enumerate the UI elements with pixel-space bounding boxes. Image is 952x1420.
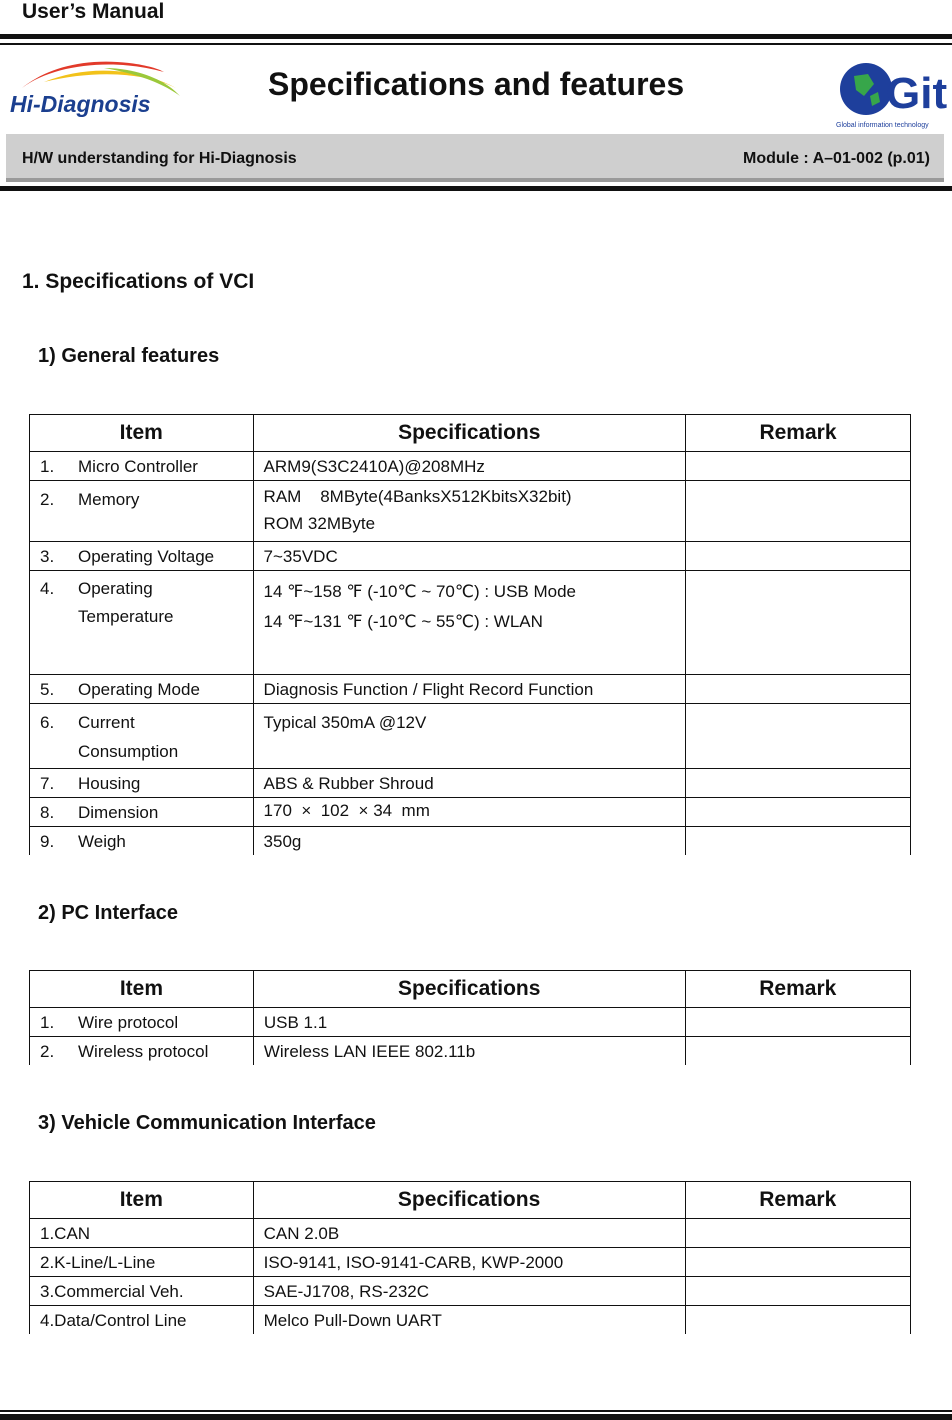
spec-value: ABS & Rubber Shroud	[263, 774, 434, 793]
general-features-heading: 1) General features	[38, 345, 220, 367]
spec-value: RAM 8MByte(4BanksX512KbitsX32bit)	[263, 487, 572, 506]
vehicle-interface-table	[29, 1181, 911, 1334]
column-header-item: Item	[30, 415, 254, 452]
item-label: Housing	[78, 774, 141, 793]
item-label: Memory	[78, 490, 140, 509]
item-label: 4.Data/Control Line	[30, 1306, 254, 1335]
item-label-cont: Consumption	[78, 742, 179, 761]
remark-cell	[685, 1248, 910, 1277]
row-number: 5.	[40, 680, 55, 699]
row-number: 1.	[40, 1013, 55, 1032]
row-number: 2.	[40, 1042, 55, 1061]
spec-value: ROM 32MByte	[263, 514, 376, 533]
item-label: Micro Controller	[78, 457, 198, 476]
row-number: 4.	[40, 579, 55, 598]
row-number: 2.	[40, 490, 55, 509]
remark-cell	[685, 1008, 910, 1037]
pc-interface-table	[29, 970, 911, 1065]
spec-value: SAE-J1708, RS-232C	[253, 1277, 685, 1306]
remark-cell	[685, 452, 910, 481]
pc-interface-heading: 2) PC Interface	[38, 902, 179, 924]
table-row	[30, 1277, 911, 1306]
header-bottom-rule	[0, 186, 952, 191]
column-header-remark: Remark	[685, 971, 910, 1008]
column-header-item: Item	[30, 1182, 254, 1219]
svg-text:Git: Git	[886, 69, 948, 118]
table-row	[30, 1219, 911, 1248]
spec-value: Wireless LAN IEEE 802.11b	[263, 1042, 476, 1061]
remark-cell	[685, 481, 910, 542]
remark-cell	[685, 827, 910, 856]
remark-cell	[685, 675, 910, 704]
remark-cell	[685, 1037, 910, 1066]
spec-value: 7~35VDC	[263, 547, 338, 566]
vehicle-interface-heading: 3) Vehicle Communication Interface	[38, 1112, 376, 1134]
remark-cell	[685, 1277, 910, 1306]
row-number: 8.	[40, 803, 55, 822]
svg-text:Hi-Diagnosis: Hi-Diagnosis	[10, 91, 151, 117]
spec-value: USB 1.1	[263, 1013, 328, 1032]
table-header-row	[30, 971, 911, 1008]
table-row	[30, 452, 911, 481]
table-header-row	[30, 1182, 911, 1219]
table-row	[30, 1008, 911, 1037]
spec-value: Melco Pull-Down UART	[253, 1306, 685, 1335]
spec-value: 14 ℉~158 ℉ (-10℃ ~ 70℃) : USB Mode	[263, 582, 577, 601]
table-row	[30, 798, 911, 827]
section-title: 1. Specifications of VCI	[22, 270, 255, 293]
row-number: 6.	[40, 713, 55, 732]
git-logo	[834, 56, 948, 130]
row-number: 3.	[40, 547, 55, 566]
remark-cell	[685, 542, 910, 571]
item-label: 3.Commercial Veh.	[30, 1277, 254, 1306]
top-rule-thin	[0, 43, 952, 45]
spec-value: ARM9(S3C2410A)@208MHz	[263, 457, 485, 476]
item-label: Wireless protocol	[78, 1042, 209, 1061]
remark-cell	[685, 704, 910, 769]
spec-value: 14 ℉~131 ℉ (-10℃ ~ 55℃) : WLAN	[263, 612, 543, 631]
item-label: Wire protocol	[78, 1013, 179, 1032]
column-header-item: Item	[30, 971, 254, 1008]
table-header-row	[30, 415, 911, 452]
column-header-specifications: Specifications	[253, 971, 685, 1008]
item-label: Operating Voltage	[78, 547, 215, 566]
item-label: Operating Mode	[78, 680, 200, 699]
table-row	[30, 827, 911, 856]
column-header-specifications: Specifications	[253, 415, 685, 452]
item-label-cont: Temperature	[78, 607, 174, 626]
item-label: Operating	[78, 579, 153, 598]
footer-rule	[0, 1414, 952, 1420]
subtitle-left: H/W understanding for Hi-Diagnosis	[22, 150, 297, 167]
table-row	[30, 1306, 911, 1335]
table-row	[30, 571, 911, 675]
row-number: 1.	[40, 457, 55, 476]
spec-value: 170 × 102 × 34 mm	[263, 801, 430, 820]
hi-diagnosis-logo	[4, 58, 184, 124]
column-header-specifications: Specifications	[253, 1182, 685, 1219]
row-number: 7.	[40, 774, 55, 793]
table-row	[30, 481, 911, 542]
remark-cell	[685, 571, 910, 675]
spec-value: Typical 350mA @12V	[263, 713, 427, 732]
row-number: 9.	[40, 832, 55, 851]
item-label: 1.CAN	[30, 1219, 254, 1248]
svg-text:Global information technology: Global information technology	[836, 122, 929, 129]
item-label: 2.K-Line/L-Line	[30, 1248, 254, 1277]
remark-cell	[685, 798, 910, 827]
column-header-remark: Remark	[685, 415, 910, 452]
spec-value: 350g	[263, 832, 302, 851]
document-title: Specifications and features	[268, 66, 685, 102]
spec-value: ISO-9141, ISO-9141-CARB, KWP-2000	[253, 1248, 685, 1277]
spec-value: Diagnosis Function / Flight Record Function	[263, 680, 594, 699]
remark-cell	[685, 1219, 910, 1248]
table-row	[30, 1248, 911, 1277]
manual-title: User’s Manual	[22, 0, 165, 23]
remark-cell	[685, 1306, 910, 1335]
item-label: Dimension	[78, 803, 159, 822]
remark-cell	[685, 769, 910, 798]
table-row	[30, 704, 911, 769]
item-label: Current	[78, 713, 135, 732]
item-label: Weigh	[78, 832, 126, 851]
column-header-remark: Remark	[685, 1182, 910, 1219]
table-row	[30, 1037, 911, 1066]
module-number: Module : A–01-002 (p.01)	[742, 150, 930, 167]
general-features-table	[29, 414, 911, 855]
table-row	[30, 542, 911, 571]
footer-rule-thin	[0, 1410, 952, 1412]
table-row	[30, 769, 911, 798]
table-row	[30, 675, 911, 704]
top-rule	[0, 34, 952, 39]
subtitle-bar	[6, 134, 944, 182]
spec-value: CAN 2.0B	[253, 1219, 685, 1248]
